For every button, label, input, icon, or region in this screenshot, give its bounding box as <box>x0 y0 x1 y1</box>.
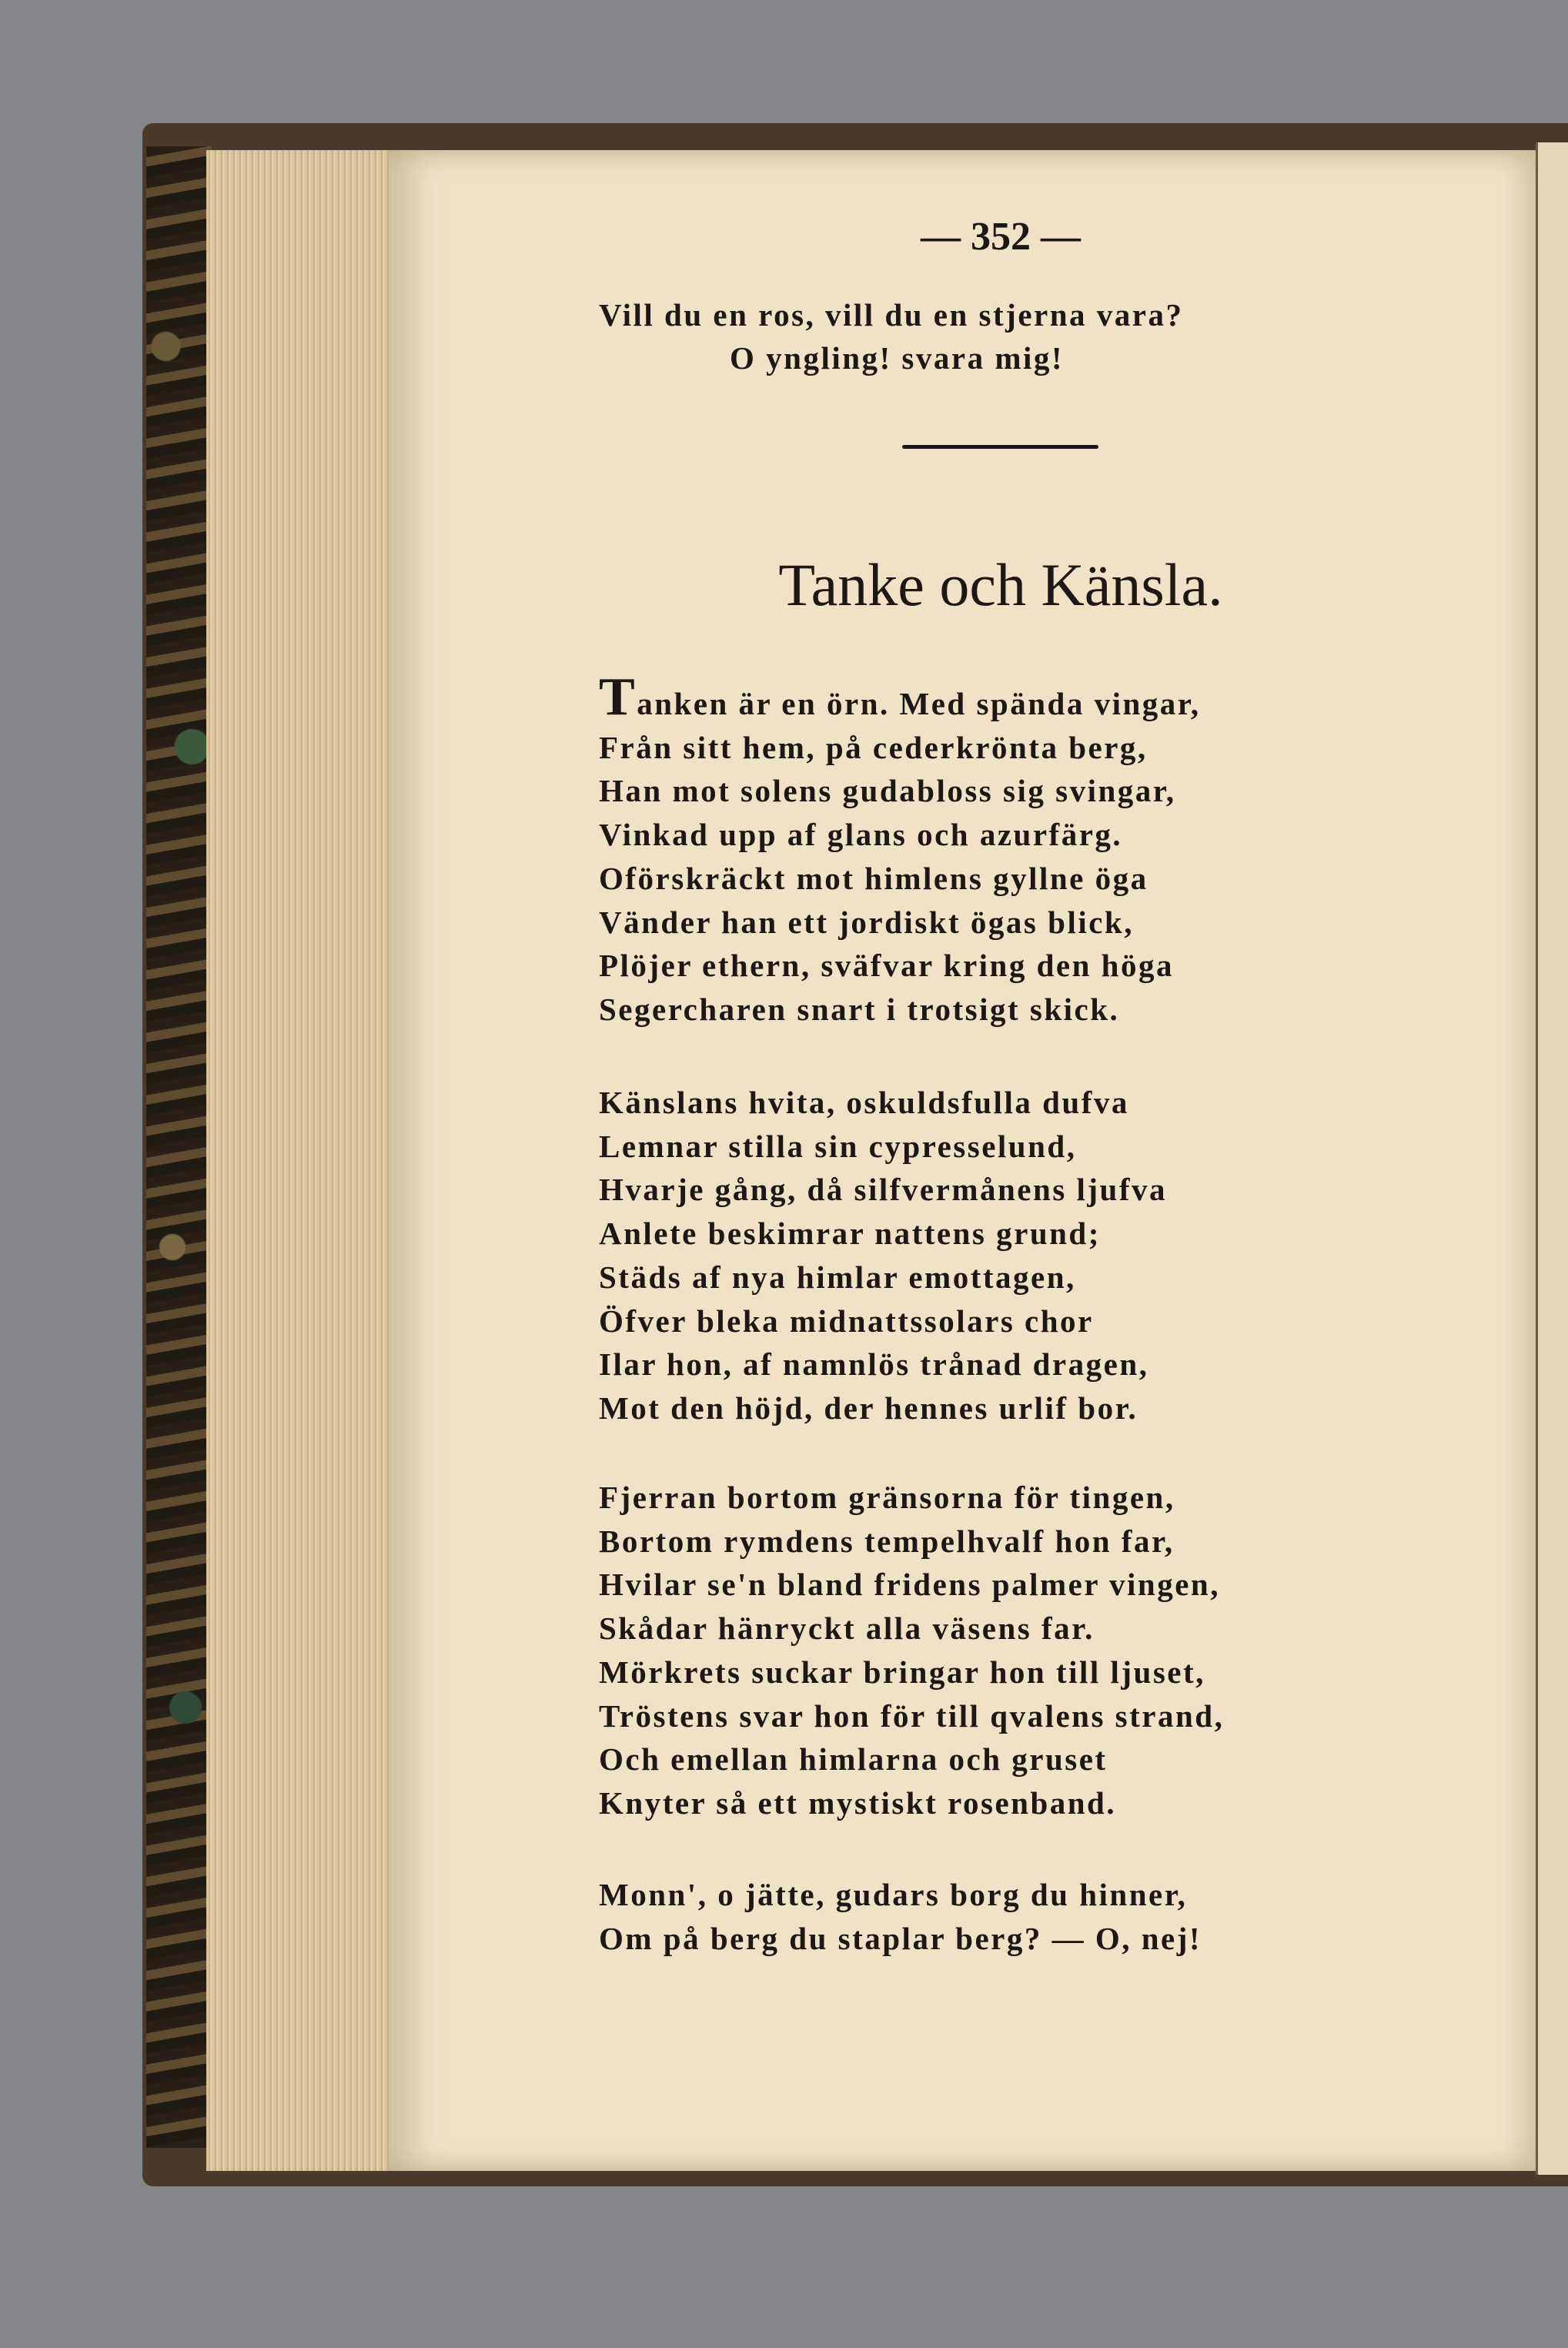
poem-line: Från sitt hem, på cederkrönta berg, <box>599 729 1148 765</box>
poem-line: Tröstens svar hon för till qvalens strand, <box>599 1697 1225 1734</box>
right-page-edge <box>1536 142 1568 2175</box>
poem-line: Och emellan himlarna och gruset <box>599 1741 1108 1778</box>
poem-line: Skådar hänryckt alla väsens far. <box>599 1610 1095 1647</box>
page-number: — 352 — <box>921 215 1081 259</box>
poem-line: Vinkad upp af glans och azurfärg. <box>599 817 1123 853</box>
section-divider <box>902 445 1098 449</box>
drop-cap: T <box>599 667 637 727</box>
poem-line: Städs af nya himlar emottagen, <box>599 1259 1076 1295</box>
line-text: anken är en örn. Med spända vingar, <box>637 686 1201 721</box>
poem-line: Fjerran bortom gränsorna för tingen, <box>599 1480 1175 1515</box>
poem-line: Han mot solens gudabloss sig svingar, <box>599 773 1176 809</box>
poem-line: Hvilar se'n bland fridens palmer vingen, <box>599 1567 1220 1603</box>
poem-title: Tanke och Känsla. <box>778 551 1223 618</box>
poem-line: Lemnar stilla sin cypresselund, <box>599 1128 1077 1164</box>
poem-line: Om på berg du staplar berg? — O, nej! <box>599 1920 1202 1956</box>
poem-line: Oförskräckt mot himlens gyllne öga <box>599 860 1148 896</box>
poem-line: Segercharen snart i trotsigt skick. <box>599 991 1120 1027</box>
poem-line: Mot den höjd, der hennes urlif bor. <box>599 1390 1138 1426</box>
poem-line: Plöjer ethern, sväfvar kring den höga <box>599 948 1174 984</box>
poem-line: Bortom rymdens tempelhvalf hon far, <box>599 1523 1175 1559</box>
poem-line: Vänder han ett jordiskt ögas blick, <box>599 904 1134 940</box>
poem-line: Monn', o jätte, gudars borg du hinner, <box>599 1877 1188 1912</box>
poem-line <box>599 667 1201 727</box>
intro-line: Vill du en ros, vill du en stjerna vara? <box>599 297 1184 333</box>
poem-line: Knyter så ett mystiskt rosenband. <box>599 1784 1117 1821</box>
poem-line: Mörkrets suckar bringar hon till ljuset, <box>599 1654 1205 1690</box>
poem-line: Öfver bleka midnattssolars chor <box>599 1303 1094 1339</box>
marbled-spine <box>146 146 212 2148</box>
poem-line: Anlete beskimrar nattens grund; <box>599 1216 1101 1252</box>
page-edges <box>206 150 391 2171</box>
poem-line: Ilar hon, af namnlös trånad dragen, <box>599 1346 1149 1383</box>
poem-line: Känslans hvita, oskuldsfulla dufva <box>599 1085 1129 1120</box>
poem-line: Hvarje gång, då silfvermånens ljufva <box>599 1172 1167 1208</box>
intro-line: O yngling! svara mig! <box>730 340 1065 376</box>
